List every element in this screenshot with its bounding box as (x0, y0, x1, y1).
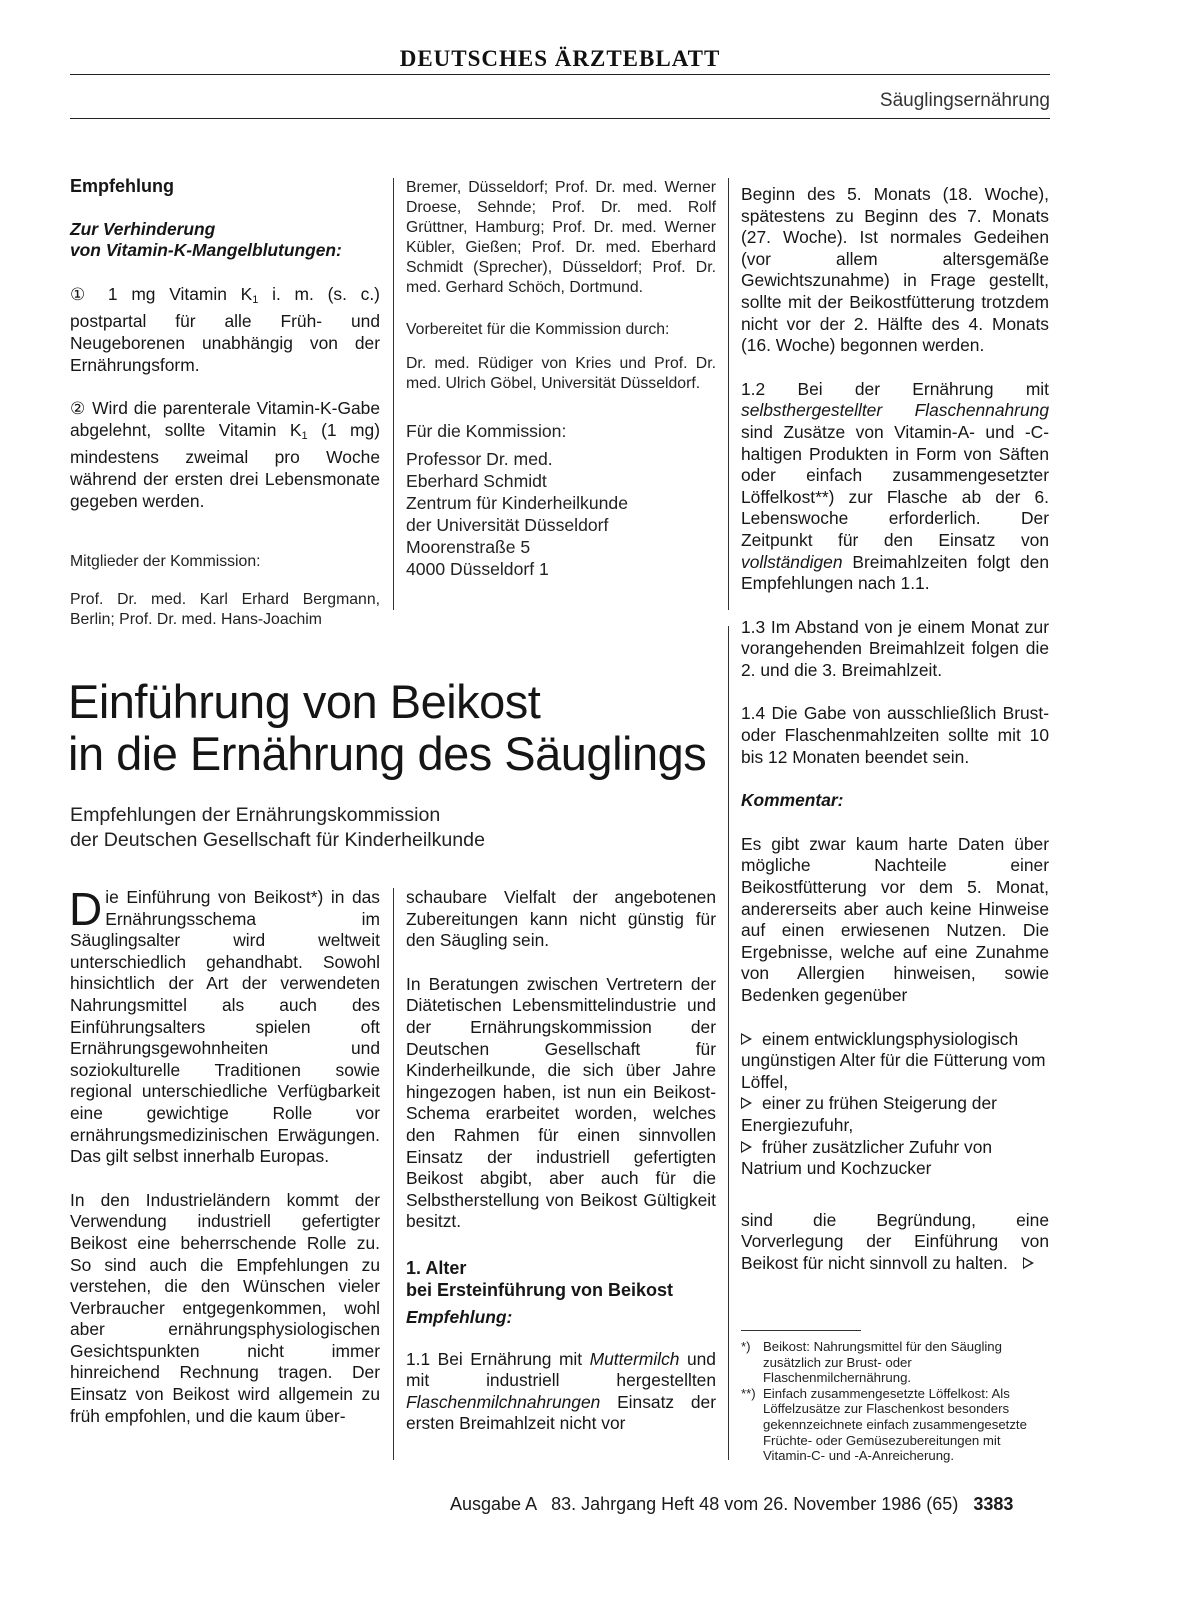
para-text: 1.2 Bei der Ernährung mit (741, 378, 1049, 399)
para-text: und mit industriell hergestellten (406, 1348, 716, 1391)
address-line: der Universität Düsseldorf (406, 515, 609, 535)
para-text: sind die Begründung, eine Vorverlegung der Einführung von Beikost für nicht sinnvoll zu halten. (741, 1209, 1049, 1273)
section-label: Säuglingsernährung (879, 90, 1050, 111)
right-column (741, 184, 1049, 1275)
triangle-bullet-icon (741, 1141, 752, 1153)
item-1-mark: ① (70, 284, 95, 304)
footnote-mark: *) (741, 1339, 751, 1354)
masthead: DEUTSCHES ÄRZTEBLATT (399, 46, 721, 71)
para-text: sind Zusätze von Vitamin-A- und -C-haltigen Produkten in Form von Säften oder einfach zusammengesetzter Löffelkost**) zur Flasche ab der 6. Lebenswoche erforderlich. Der Zeitpunkt für den Einsatz von (741, 421, 1049, 550)
footnote-mark: **) (741, 1385, 756, 1401)
footnotes (741, 1339, 1049, 1464)
issue-info: Ausgabe A 83. Jahrgang Heft 48 vom 26. November 1986 (65) (450, 1494, 959, 1514)
subtitle-line-2: der Deutschen Gesellschaft für Kinderheilkunde (70, 829, 485, 851)
title-line-2: in die Ernährung des Säuglings (68, 727, 707, 780)
address-line: Moorenstraße 5 (406, 537, 531, 557)
box-item-1 (70, 284, 380, 376)
intro-para (69, 883, 380, 1168)
article-subtitle (70, 803, 485, 853)
section-rule (70, 118, 1050, 119)
item-2-text: Wird die parenterale Vitamin-K-Gabe abgelehnt, sollte Vitamin K (70, 398, 380, 440)
members-label: Mitglieder der Kommission: (70, 553, 261, 571)
section-heading-1: 1. Alter (406, 1257, 467, 1278)
bullet-item (741, 1029, 1049, 1094)
item-2-rest: (1 mg) mindestens zweimal pro Woche während der ersten drei Lebensmonate gegeben werden. (70, 419, 380, 511)
prepared-by: Dr. med. Rüdiger von Kries und Prof. Dr. med. Ulrich Göbel, Universität Düsseldorf. (406, 355, 716, 392)
kommentar-heading: Kommentar: (741, 790, 844, 811)
members-list-part-2: Bremer, Düsseldorf; Prof. Dr. med. Werner Droese, Sehnde; Prof. Dr. med. Rolf Grüttner, Hamburg; Prof. Dr. med. Werner Kübler, Gießen; Prof. Dr. med. Eberhard Schmidt (Sprecher), Düsseldorf; Prof. Dr. med. Gerhard Schöch, Dortmund. (406, 179, 716, 296)
para-text: Einsatz der ersten Breimahlzeit nicht vor (406, 1391, 716, 1434)
page-footer (450, 1494, 1013, 1515)
box-divider-1 (393, 178, 394, 610)
item-2-mark: ② (70, 399, 87, 419)
item-1-text: 1 mg Vitamin K (107, 283, 253, 304)
bullet-text: einer zu frühen Steigerung der Energiezufuhr, (741, 1093, 997, 1135)
title-line-1: Einführung von Beikost (68, 675, 541, 728)
box-column-middle (406, 178, 716, 580)
footnote-rule (741, 1330, 861, 1331)
industry-para: In den Industrieländern kommt der Verwendung industriell gefertigter Beikost eine beherrschende Rolle zu. So sind auch die Empfehlungen zu verstehen, die den Wünschen vieler Verbraucher entgegenkommen, wohl aber ernährungsphysiologischen Gesichtspunkten nicht immer hinreichend Rechnung tragen. Der Einsatz von Beikost wird allgemein zu früh empfohlen, und die kaum über- (70, 1189, 380, 1426)
para-text: Breimahlzeiten folgt den Empfehlungen nach 1.1. (741, 551, 1049, 594)
article-divider-2 (728, 626, 729, 1460)
footnote (741, 1339, 1049, 1386)
para-italic: Muttermilch (589, 1348, 680, 1369)
page-number: 3383 (973, 1494, 1014, 1514)
para-text: ie Einführung von Beikost*) in das Ernährungsschema im Säuglingsalter wird weltweit unterschiedlich gehandhabt. Sowohl hinsichtlich der Art der verwendeten Nahrungsmittel als auch des Einführungsalters spielen oft Ernährungsgewohnheiten und soziokulturelle Traditionen sowie regional unterschiedliche Verfügbarkeit eine gewichtige Rolle vor ernährungsmedizinischen Erwägungen. Das gilt selbst innerhalb Europas. (70, 887, 380, 1167)
bullet-item (741, 1137, 1049, 1180)
address-line: Eberhard Schmidt (406, 471, 547, 491)
box-column-left (70, 176, 380, 630)
footnote-text: Beikost: Nahrungsmittel für den Säugling zusätzlich zur Brust- oder Flaschenmilchernährung. (763, 1339, 1002, 1386)
article-divider-1 (393, 888, 394, 1460)
article-title (68, 676, 706, 780)
right-para-1-3: 1.3 Im Abstand von je einem Monat zur vorangehenden Breimahlzeit folgen die 2. und die 3. Breimahlzeit. (741, 616, 1049, 680)
members-list-part-1: Prof. Dr. med. Karl Erhard Bergmann, Berlin; Prof. Dr. med. Hans-Joachim (70, 591, 380, 629)
recommendation-1-1 (406, 1349, 716, 1435)
para-italic: vollständigen (741, 551, 843, 572)
footnote (741, 1386, 1049, 1464)
prepared-label: Vorbereitet für die Kommission durch: (406, 321, 670, 338)
right-para-1-2 (741, 379, 1049, 595)
continued-arrow-icon (1023, 1257, 1034, 1269)
box-heading: Empfehlung (70, 176, 174, 196)
section-heading-1b: bei Ersteinführung von Beikost (406, 1279, 674, 1300)
box-item-2 (70, 398, 380, 512)
address-line: 4000 Düsseldorf 1 (406, 559, 549, 579)
kommentar-para: Es gibt zwar kaum harte Daten über mögliche Nachteile einer Beikostfütterung vor dem 5. Monat, andererseits aber auch keine Hinweise auf einen erwiesenen Nutzen. Die Ergebnisse, welche auf eine Zunahme von Allergien hinweisen, sowie Bedenken gegenüber (741, 833, 1049, 1005)
para-italic: selbsthergestellter Flaschennahrung (741, 400, 1049, 421)
triangle-bullet-icon (741, 1097, 752, 1109)
address-block (406, 448, 716, 580)
box-subheading-1: Zur Verhinderung (70, 218, 216, 239)
article-column-2 (406, 887, 716, 1435)
masthead-rule (70, 74, 1050, 75)
item-2-sub: 1 (301, 429, 308, 442)
item-1-sub: 1 (252, 293, 259, 306)
box-divider-2 (728, 178, 729, 610)
drop-cap: D (69, 883, 103, 935)
para-italic: Flaschenmilchnahrungen (406, 1391, 601, 1412)
footnote-text: Einfach zusammengesetzte Löffelkost: Als Löffelzusätze zur Flaschenkost besonders gekennzeichnete einfach zusammengesetzte Früchte- oder Gemüsezubereitungen mit Vitamin-C- und -A-Anreicherung. (763, 1385, 1027, 1464)
right-para-1-4: 1.4 Die Gabe von ausschließlich Brust- oder Flaschenmahlzeiten sollte mit 10 bis 12 Monaten beendet sein. (741, 703, 1049, 767)
subtitle-line-1: Empfehlungen der Ernährungskommission (70, 804, 441, 826)
item-1-rest: i. m. (s. c.) postpartal für alle Früh- und Neugeborenen unabhängig von der Ernährungsform. (70, 283, 380, 375)
box-subheading-2: von Vitamin-K-Mangelblutungen: (70, 240, 342, 261)
bullet-text: früher zusätzlicher Zufuhr von Natrium und Kochzucker (741, 1136, 993, 1179)
article-column-1 (69, 883, 380, 1427)
right-para-1: Beginn des 5. Monats (18. Woche), spätestens zu Beginn des 7. Monats (27. Woche). Ist normales Gedeihen (vor allem altersgemäße Gewichtszunahme) in Frage gestellt, sollte mit der Beikostfütterung trotzdem nicht vor der 2. Hälfte des 4. Monats (16. Woche) begonnen werden. (741, 184, 1049, 356)
article-para: schaubare Vielfalt der angebotenen Zubereitungen kann nicht günstig für den Säugling sein. (406, 887, 716, 951)
bullet-item (741, 1093, 1049, 1136)
for-commission-label: Für die Kommission: (406, 421, 567, 441)
address-line: Professor Dr. med. (406, 449, 553, 469)
address-line: Zentrum für Kinderheilkunde (406, 493, 628, 513)
kommentar-conclusion (741, 1210, 1049, 1275)
bullet-text: einem entwicklungsphysiologisch ungünstigen Alter für die Fütterung vom Löffel, (741, 1028, 1046, 1092)
article-para: In Beratungen zwischen Vertretern der Diätetischen Lebensmittelindustrie und der Ernährungskommission der Deutschen Gesellschaft für Kinderheilkunde, die sich über Jahre hingezogen haben, ist nun ein Beikost-Schema erarbeitet worden, welches den Rahmen für einen sinnvollen Einsatz der industriell gefertigten Beikost abgibt, aber auch für die Selbstherstellung von Beikost Gültigkeit besitzt. (406, 973, 716, 1232)
para-text: 1.1 Bei Ernährung mit (406, 1348, 590, 1369)
triangle-bullet-icon (741, 1033, 752, 1045)
empfehlung-label: Empfehlung: (406, 1306, 513, 1327)
